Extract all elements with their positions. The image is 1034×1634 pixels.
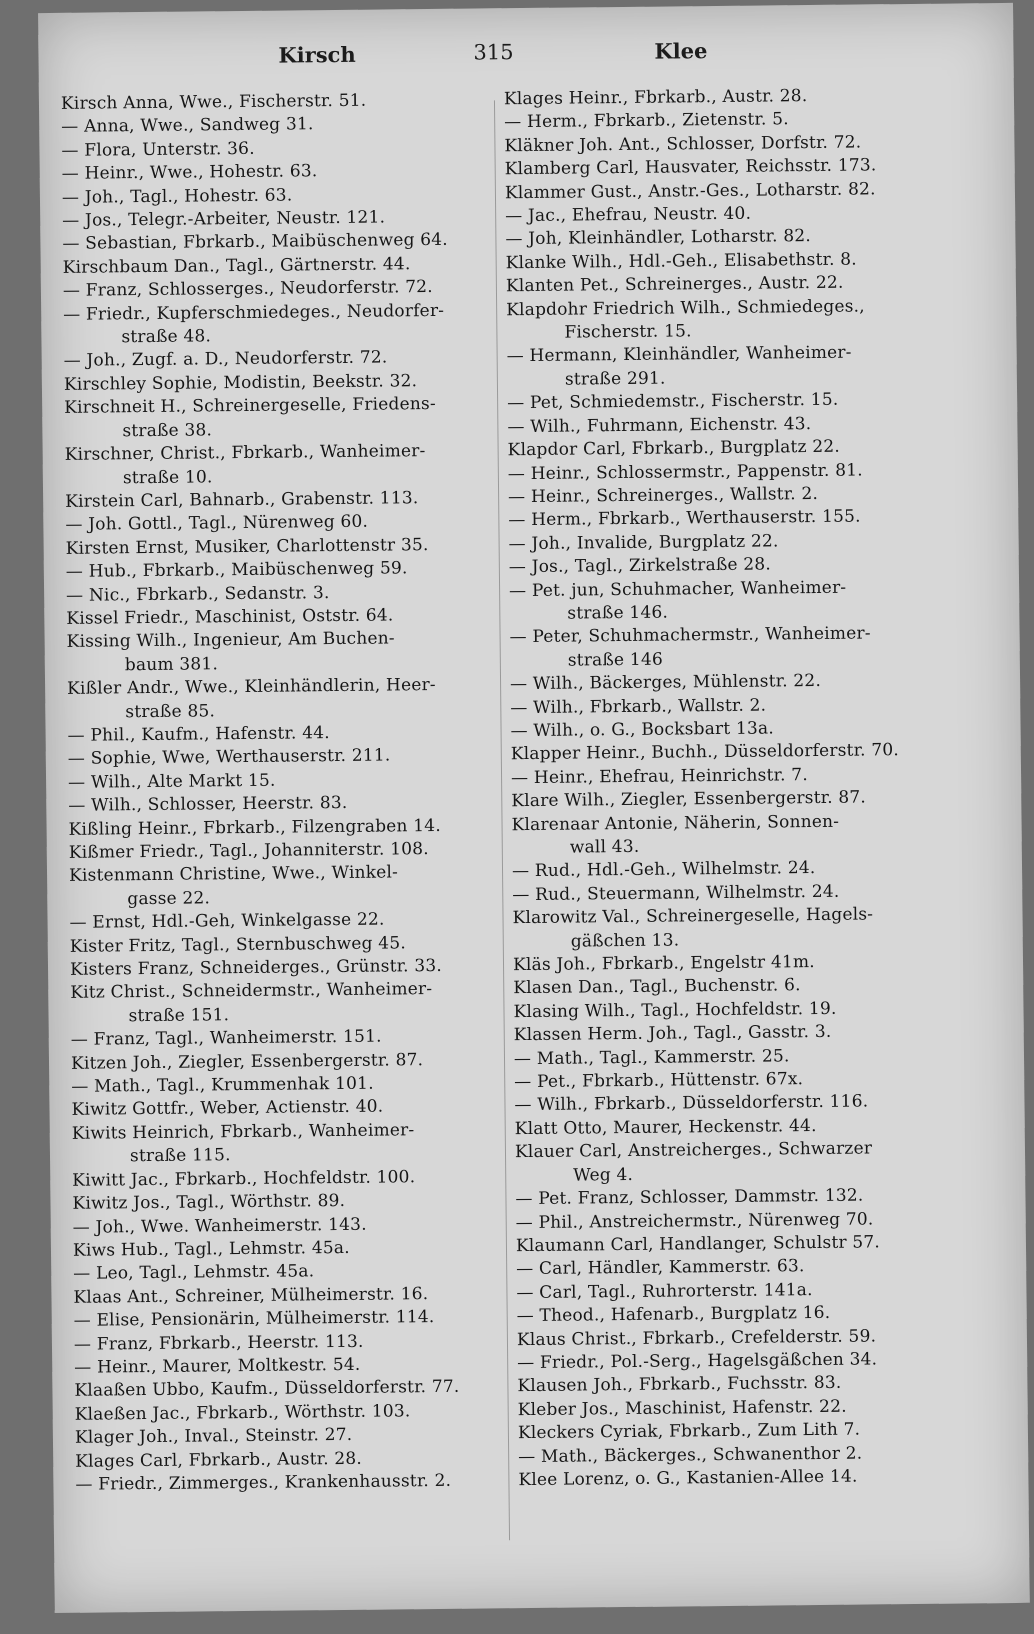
directory-entry: — Phil., Anstreichermstr., Nürenweg 70.	[515, 1208, 874, 1233]
directory-page	[38, 3, 1030, 1613]
right-column	[504, 84, 959, 1493]
directory-entry: Klapdor Carl, Fbrkarb., Burgplatz 22.	[507, 436, 841, 461]
directory-entry: — Friedr., Kupferschmiedeges., Neudorfer-	[63, 300, 445, 325]
directory-entry: Kisters Franz, Schneiderges., Grünstr. 33.	[69, 955, 443, 980]
directory-entry: Kläkner Joh. Ant., Schlosser, Dorfstr. 72.	[504, 132, 862, 157]
directory-entry: Klasing Wilh., Tagl., Hochfeldstr. 19.	[513, 998, 837, 1023]
directory-entry: — Nic., Fbrkarb., Sedanstr. 3.	[66, 582, 330, 606]
directory-entry: — Joh., Tagl., Hohestr. 63.	[61, 185, 293, 208]
directory-entry: — Math., Bäckerges., Schwanenthor 2.	[518, 1443, 863, 1467]
directory-entry: Kißmer Friedr., Tagl., Johanniterstr. 108.	[68, 839, 429, 863]
directory-entry: — Wilh., Fuhrmann, Eichenstr. 43.	[507, 413, 812, 437]
directory-entry: Kissing Wilh., Ingenieur, Am Buchen-	[66, 628, 395, 653]
directory-entry: — Friedr., Pol.-Serg., Hagelsgäßchen 34.	[517, 1349, 878, 1374]
directory-entry: — Pet, Schmiedemstr., Fischerstr. 15.	[507, 390, 839, 414]
directory-entry: straße 146	[567, 649, 664, 671]
directory-entry: — Heinr., Ehefrau, Heinrichstr. 7.	[510, 764, 808, 788]
directory-entry: Kiws Hub., Tagl., Lehmstr. 45a.	[72, 1237, 350, 1261]
directory-entry: — Franz, Fbrkarb., Heerstr. 113.	[73, 1331, 364, 1355]
directory-entry: — Hermann, Kleinhändler, Wanheimer-	[506, 343, 852, 367]
directory-entry: — Jos., Tagl., Zirkelstraße 28.	[508, 554, 772, 578]
directory-entry: Klanten Pet., Schreinerges., Austr. 22.	[505, 272, 844, 297]
directory-entry: — Math., Tagl., Kammerstr. 25.	[513, 1045, 790, 1069]
directory-entry: — Franz, Schlosserges., Neudorferstr. 72.	[62, 277, 433, 302]
directory-entry: Klaas Ant., Schreiner, Mülheimerstr. 16.	[73, 1283, 429, 1308]
directory-entry: Klapdohr Friedrich Wilh., Schmiedeges.,	[506, 296, 865, 320]
directory-entry: — Phil., Kaufm., Hafenstr. 44.	[67, 723, 330, 746]
header-right-word: Klee	[654, 38, 708, 64]
directory-entry: Kleber Jos., Maschinist, Hafenstr. 22.	[517, 1396, 847, 1420]
directory-entry: — Hub., Fbrkarb., Maibüschenweg 59.	[65, 558, 408, 582]
directory-entry: — Sebastian, Fbrkarb., Maibüschenweg 64.	[62, 230, 448, 255]
directory-entry: Klare Wilh., Ziegler, Essenbergerstr. 87.	[511, 787, 867, 812]
directory-entry: — Carl, Händler, Kammerstr. 63.	[516, 1256, 805, 1280]
directory-entry: Kläs Joh., Fbrkarb., Engelstr 41m.	[512, 952, 815, 976]
directory-entry: — Jac., Ehefrau, Neustr. 40.	[505, 203, 752, 227]
page-header	[38, 27, 1013, 77]
directory-entry: straße 291.	[564, 368, 666, 390]
directory-entry: Kirstein Carl, Bahnarb., Grabenstr. 113.	[65, 488, 419, 512]
directory-entry: — Friedr., Zimmerges., Krankenhausstr. 2.	[75, 1470, 452, 1495]
directory-entry: — Rud., Hdl.-Geh., Wilhelmstr. 24.	[511, 858, 816, 882]
directory-entry: Weg 4.	[573, 1164, 634, 1186]
directory-entry: — Sophie, Wwe, Werthauserstr. 211.	[67, 745, 391, 770]
directory-entry: — Wilh., o. G., Bocksbart 13a.	[510, 718, 775, 742]
directory-entry: Klarowitz Val., Schreinergeselle, Hagels-	[512, 904, 874, 929]
directory-entry: straße 146.	[567, 602, 669, 624]
directory-entry: Klages Carl, Fbrkarb., Austr. 28.	[75, 1448, 363, 1472]
directory-entry: straße 48.	[121, 326, 212, 348]
directory-entry: Fischerstr. 15.	[564, 321, 692, 343]
directory-entry: Kleckers Cyriak, Fbrkarb., Zum Lith 7.	[517, 1419, 861, 1444]
directory-entry: Klamberg Carl, Hausvater, Reichsstr. 173.	[504, 155, 877, 180]
page-number: 315	[473, 40, 514, 65]
directory-entry: Klausen Joh., Fbrkarb., Fuchsstr. 83.	[517, 1373, 842, 1397]
directory-entry: Klages Heinr., Fbrkarb., Austr. 28.	[503, 86, 808, 110]
directory-entry: straße 151.	[128, 1005, 230, 1027]
directory-entry: — Franz, Tagl., Wanheimerstr. 151.	[70, 1026, 382, 1051]
directory-entry: straße 115.	[129, 1145, 231, 1167]
directory-entry: Klapper Heinr., Buchh., Düsseldorferstr. 70.	[510, 740, 900, 765]
directory-entry: Kister Fritz, Tagl., Sternbuschweg 45.	[69, 932, 406, 957]
directory-entry: Kiwitz Jos., Tagl., Wörthstr. 89.	[72, 1191, 346, 1214]
directory-entry: Kirschner, Christ., Fbrkarb., Wanheimer-	[64, 441, 426, 465]
directory-entry: Kissel Friedr., Maschinist, Oststr. 64.	[66, 605, 394, 629]
directory-entry: — Pet. Franz, Schlosser, Dammstr. 132.	[515, 1185, 864, 1210]
directory-entry: Klaumann Carl, Handlanger, Schulstr 57.	[515, 1232, 881, 1257]
directory-entry: — Wilh., Schlosser, Heerstr. 83.	[68, 793, 348, 817]
directory-entry: — Heinr., Schlossermstr., Pappenstr. 81.	[507, 459, 863, 484]
directory-entry: straße 10.	[122, 466, 213, 488]
directory-entry: straße 85.	[125, 700, 216, 722]
directory-entry: Klaaßen Ubbo, Kaufm., Düsseldorferstr. 77.	[74, 1377, 460, 1402]
directory-entry: Klager Joh., Inval., Steinstr. 27.	[74, 1425, 353, 1448]
directory-entry: gasse 22.	[127, 888, 211, 910]
directory-entry: Kiwitt Jac., Fbrkarb., Hochfeldstr. 100.	[72, 1166, 416, 1191]
directory-entry: — Joh., Wwe. Wanheimerstr. 143.	[72, 1214, 367, 1238]
directory-entry: Kitzen Joh., Ziegler, Essenbergerstr. 87.	[70, 1049, 424, 1074]
directory-entry: — Heinr., Schreinerges., Wallstr. 2.	[508, 483, 819, 508]
directory-entry: Kirsten Ernst, Musiker, Charlottenstr 35.	[65, 534, 429, 559]
directory-entry: — Joh., Zugf. a. D., Neudorferstr. 72.	[63, 347, 388, 372]
directory-entry: — Herm., Fbrkarb., Zietenstr. 5.	[504, 109, 789, 133]
directory-entry: — Wilh., Fbrkarb., Düsseldorferstr. 116.	[514, 1091, 869, 1116]
directory-entry: — Peter, Schuhmachermstr., Wanheimer-	[509, 623, 871, 648]
directory-entry: — Joh, Kleinhändler, Lotharstr. 82.	[505, 226, 812, 250]
directory-entry: Klaeßen Jac., Fbrkarb., Wörthstr. 103.	[74, 1401, 411, 1425]
directory-entry: — Leo, Tagl., Lehmstr. 45a.	[73, 1261, 315, 1285]
directory-entry: — Wilh., Alte Markt 15.	[67, 770, 276, 793]
directory-entry: wall 43.	[569, 836, 640, 858]
directory-entry: — Herm., Fbrkarb., Werthauserstr. 155.	[508, 506, 861, 531]
directory-entry: — Rud., Steuermann, Wilhelmstr. 24.	[512, 881, 840, 905]
directory-entry: Klarenaar Antonie, Näherin, Sonnen-	[511, 811, 840, 835]
directory-entry: Klasen Dan., Tagl., Buchenstr. 6.	[513, 975, 801, 999]
directory-entry: — Carl, Tagl., Ruhrorterstr. 141a.	[516, 1279, 813, 1303]
directory-entry: Kitz Christ., Schneidermstr., Wanheimer-	[70, 979, 433, 1004]
directory-entry: — Elise, Pensionärin, Mülheimerstr. 114.	[73, 1307, 435, 1331]
directory-entry: — Ernst, Hdl.-Geh, Winkelgasse 22.	[69, 909, 385, 934]
directory-entry: gäßchen 13.	[570, 930, 680, 952]
directory-entry: Klammer Gust., Anstr.-Ges., Lotharstr. 82.	[504, 178, 876, 203]
directory-entry: — Jos., Telegr.-Arbeiter, Neustr. 121.	[62, 207, 386, 231]
directory-entry: — Flora, Unterstr. 36.	[61, 138, 255, 161]
directory-entry: — Pet., Fbrkarb., Hüttenstr. 67x.	[514, 1069, 804, 1093]
directory-entry: Kißling Heinr., Fbrkarb., Filzengraben 14.	[68, 815, 441, 840]
directory-entry: Klee Lorenz, o. G., Kastanien-Allee 14.	[518, 1466, 858, 1491]
directory-entry: — Anna, Wwe., Sandweg 31.	[61, 114, 314, 138]
directory-entry: — Theod., Hafenarb., Burgplatz 16.	[516, 1303, 831, 1327]
directory-entry: Klauer Carl, Anstreicherges., Schwarzer	[514, 1138, 873, 1163]
directory-entry: Kirsch Anna, Wwe., Fischerstr. 51.	[60, 90, 367, 114]
directory-entry: — Heinr., Maurer, Moltkestr. 54.	[74, 1354, 361, 1378]
directory-entry: Kiwits Heinrich, Fbrkarb., Wanheimer-	[71, 1120, 415, 1144]
directory-entry: — Heinr., Wwe., Hohestr. 63.	[61, 161, 318, 185]
directory-entry: — Joh. Gottl., Tagl., Nürenweg 60.	[65, 511, 369, 536]
directory-entry: Kistenmann Christine, Wwe., Winkel-	[68, 862, 399, 887]
directory-entry: Kiwitz Gottfr., Weber, Actienstr. 40.	[71, 1097, 384, 1121]
directory-entry: baum 381.	[124, 654, 219, 675]
directory-entry: Klanke Wilh., Hdl.-Geh., Elisabethstr. 8.	[505, 249, 857, 274]
directory-entry: — Wilh., Bäckerges, Mühlenstr. 22.	[509, 671, 822, 695]
header-left-word: Kirsch	[278, 41, 356, 68]
directory-entry: Klassen Herm. Joh., Tagl., Gasstr. 3.	[513, 1022, 832, 1046]
directory-entry: — Math., Tagl., Krummenhak 101.	[71, 1073, 374, 1097]
directory-entry: Klatt Otto, Maurer, Heckenstr. 44.	[514, 1115, 817, 1140]
directory-entry: Kißler Andr., Wwe., Kleinhändlerin, Heer-	[67, 675, 436, 699]
left-column	[61, 88, 516, 1497]
directory-entry: straße 38.	[122, 419, 213, 441]
directory-entry: — Joh., Invalide, Burgplatz 22.	[508, 531, 779, 554]
directory-entry: Klaus Christ., Fbrkarb., Crefelderstr. 59.	[516, 1325, 877, 1350]
directory-entry: Kirschley Sophie, Modistin, Beekstr. 32.	[63, 371, 418, 395]
directory-entry: — Wilh., Fbrkarb., Wallstr. 2.	[510, 695, 767, 718]
directory-entry: Kirschbaum Dan., Tagl., Gärtnerstr. 44.	[62, 254, 411, 278]
directory-entry: Kirschneit H., Schreinergeselle, Friedens-	[64, 394, 436, 419]
directory-entry: — Pet. jun, Schuhmacher, Wanheimer-	[508, 577, 847, 601]
